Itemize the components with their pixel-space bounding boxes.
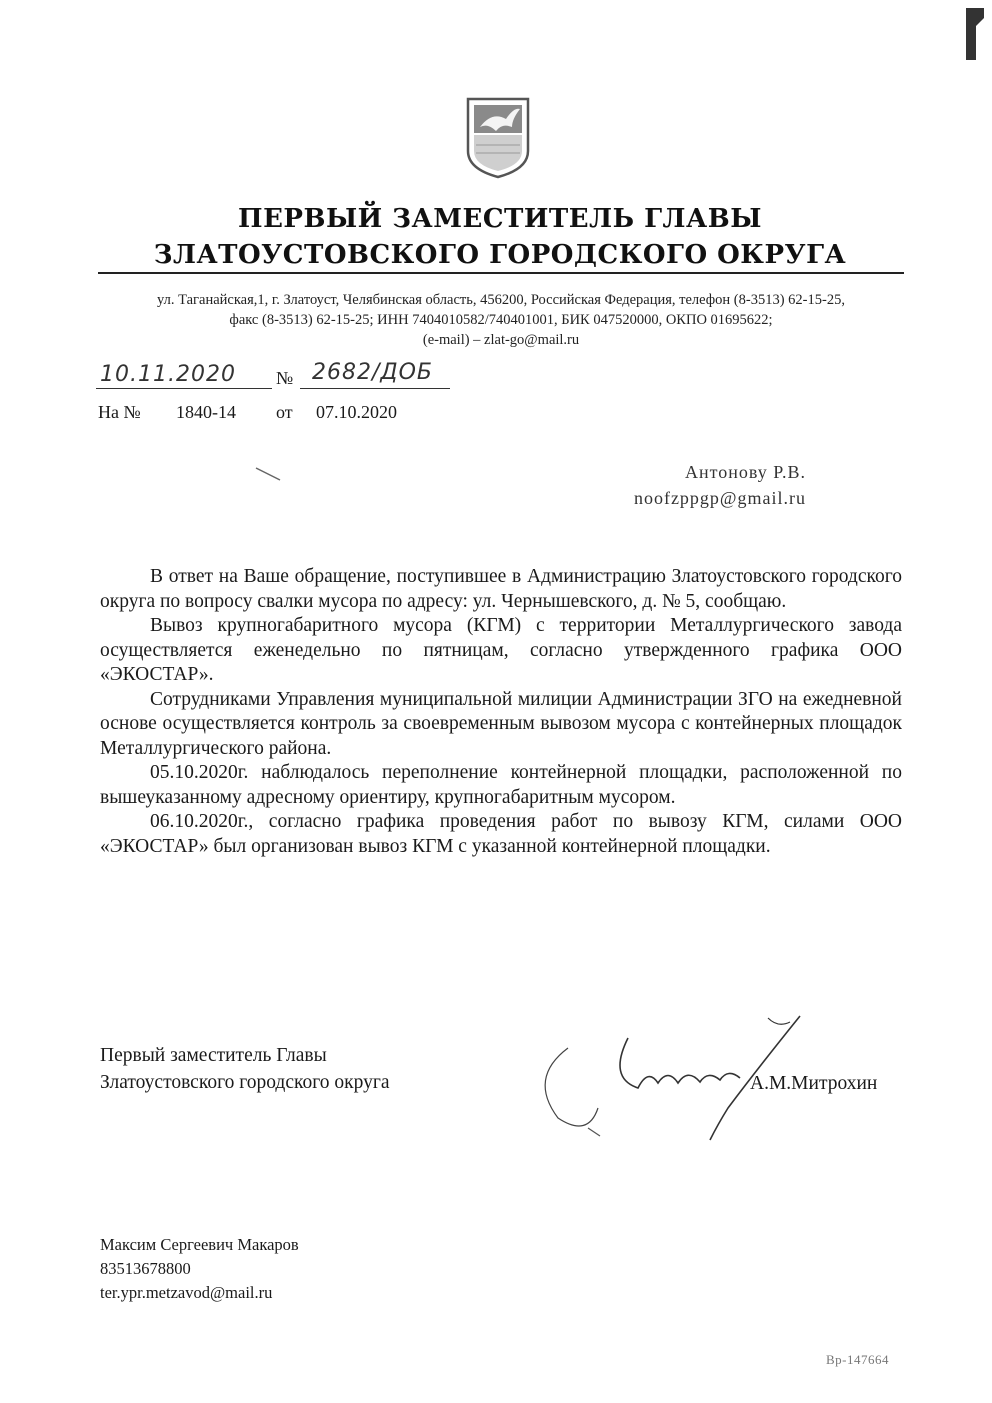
reference-number: 1840-14 [176, 402, 236, 422]
signatory-title-line2: Златоустовского городского округа [100, 1072, 390, 1093]
registration-number: 2682/ДОБ [312, 360, 433, 385]
body-paragraph: В ответ на Ваше обращение, поступившее в Администрацию Златоустовского городского округа по вопросу свалки мусора по адресу: ул. Чернышевского, д. № 5, сообщаю. [100, 566, 902, 612]
reference-from-label: от [276, 402, 293, 422]
body-paragraph: 06.10.2020г., согласно графика проведения работ по вывозу КГМ, силами ООО «ЭКОСТАР» был организован вывоз КГМ с указанной контейнерной площадки. [100, 811, 902, 857]
body-paragraph: 05.10.2020г. наблюдалось переполнение контейнерной площадки, расположенной по вышеуказанному адресному ориентиру, крупногабаритным мусором. [100, 762, 902, 808]
registration-number-sign: № [276, 368, 294, 388]
registration-number-underline [300, 388, 450, 389]
executor-email: ter.ypr.metzavod@mail.ru [100, 1283, 273, 1302]
signer-name: А.М.Митрохин [750, 1073, 878, 1094]
scan-corner-mark [962, 4, 988, 64]
header-divider [98, 272, 904, 274]
header-address-line1: ул. Таганайская,1, г. Златоуст, Челябинская область, 456200, Российская Федерация, телефон (8-3513) 62-15-25, [157, 292, 845, 308]
recipient-email: noofzppgp@gmail.ru [633, 488, 806, 508]
scan-mark [254, 464, 284, 484]
registration-date-underline [96, 388, 272, 389]
reference-date: 07.10.2020 [316, 402, 397, 422]
recipient-name: Антонову Р.В. [684, 462, 806, 482]
header-title-line2: ЗЛАТОУСТОВСКОГО ГОРОДСКОГО ОКРУГА [153, 240, 847, 270]
header-address-line2: факс (8-3513) 62-15-25; ИНН 7404010582/740401001, БИК 047520000, ОКПО 01695622; [229, 312, 773, 328]
city-coat-of-arms-icon [462, 93, 534, 179]
registration-date: 10.11.2020 [100, 362, 236, 387]
header-title-line1: ПЕРВЫЙ ЗАМЕСТИТЕЛЬ ГЛАВЫ [238, 204, 762, 234]
executor-phone: 83513678800 [100, 1259, 191, 1278]
body-paragraph: Вывоз крупногабаритного мусора (КГМ) с территории Металлургического завода осуществляется еженедельно по пятницам, согласно утвержденного графика ООО «ЭКОСТАР». [100, 615, 902, 685]
registration-stamp: Вр-147664 [826, 1352, 889, 1367]
header-address-line3: (e-mail) – zlat-go@mail.ru [422, 332, 580, 348]
letter-body [100, 565, 902, 859]
signatory-title-line1: Первый заместитель Главы [100, 1045, 327, 1066]
reference-label: На № [98, 402, 141, 422]
executor-name: Максим Сергеевич Макаров [100, 1235, 299, 1254]
body-paragraph: Сотрудниками Управления муниципальной милиции Администрации ЗГО на ежедневной основе осуществляется контроль за своевременным вывозом мусора с контейнерных площадок Металлургического района. [100, 688, 902, 759]
